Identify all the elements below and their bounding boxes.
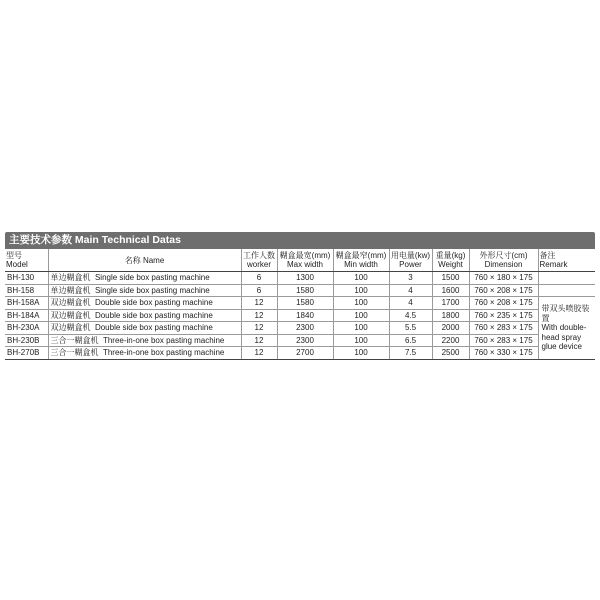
cell-power: 5.5 [389, 322, 432, 335]
cell-name: 单边糊盒机 Single side box pasting machine [48, 284, 241, 297]
cell-model: BH-158A [5, 297, 48, 310]
spec-table-panel [5, 232, 595, 360]
cell-power: 4 [389, 284, 432, 297]
cell-worker: 12 [241, 334, 277, 347]
cell-dimension: 760 × 208 × 175 [469, 284, 538, 297]
cell-min-width: 100 [333, 322, 389, 335]
cell-dimension: 760 × 283 × 175 [469, 334, 538, 347]
cell-weight: 1500 [432, 272, 469, 285]
cell-dimension: 760 × 208 × 175 [469, 297, 538, 310]
cell-dimension: 760 × 283 × 175 [469, 322, 538, 335]
cell-min-width: 100 [333, 284, 389, 297]
cell-model: BH-130 [5, 272, 48, 285]
cell-dimension: 760 × 180 × 175 [469, 272, 538, 285]
cell-model: BH-230A [5, 322, 48, 335]
cell-name: 单边糊盒机 Single side box pasting machine [48, 272, 241, 285]
cell-name: 三合一糊盒机 Three-in-one box pasting machine [48, 347, 241, 360]
cell-min-width: 100 [333, 297, 389, 310]
header-row [5, 249, 595, 272]
header-dimension: 外形尺寸(cm) Dimension [469, 249, 538, 272]
cell-max-width: 1300 [277, 272, 333, 285]
cell-weight: 2000 [432, 322, 469, 335]
cell-max-width: 2700 [277, 347, 333, 360]
cell-worker: 6 [241, 284, 277, 297]
table-row [5, 309, 595, 322]
remark-en-1: With double- [541, 323, 587, 332]
cell-model: BH-184A [5, 309, 48, 322]
cell-name: 双边糊盒机 Double side box pasting machine [48, 297, 241, 310]
header-power: 用电量(kw) Power [389, 249, 432, 272]
cell-max-width: 2300 [277, 322, 333, 335]
cell-name: 双边糊盒机 Double side box pasting machine [48, 322, 241, 335]
header-weight: 重量(kg) Weight [432, 249, 469, 272]
cell-power: 4 [389, 297, 432, 310]
cell-worker: 12 [241, 297, 277, 310]
cell-weight: 1800 [432, 309, 469, 322]
cell-power: 3 [389, 272, 432, 285]
cell-max-width: 1580 [277, 284, 333, 297]
cell-max-width: 1580 [277, 297, 333, 310]
cell-power: 6.5 [389, 334, 432, 347]
cell-worker: 12 [241, 322, 277, 335]
cell-worker: 12 [241, 347, 277, 360]
remark-en-2: head spray [541, 332, 582, 342]
cell-min-width: 100 [333, 334, 389, 347]
table-title: 主要技术参数 Main Technical Datas [5, 232, 595, 249]
header-min-width: 糊盒最窄(mm) Min width [333, 249, 389, 272]
cell-max-width: 2300 [277, 334, 333, 347]
cell-name: 双边糊盒机 Double side box pasting machine [48, 309, 241, 322]
header-worker: 工作人数 worker [241, 249, 277, 272]
cell-model: BH-270B [5, 347, 48, 360]
cell-weight: 2500 [432, 347, 469, 360]
cell-model: BH-158 [5, 284, 48, 297]
cell-power: 7.5 [389, 347, 432, 360]
cell-max-width: 1840 [277, 309, 333, 322]
table-row [5, 322, 595, 335]
table-row [5, 334, 595, 347]
cell-min-width: 100 [333, 347, 389, 360]
header-model: 型号 Model [5, 249, 48, 272]
cell-min-width: 100 [333, 272, 389, 285]
cell-weight: 2200 [432, 334, 469, 347]
cell-min-width: 100 [333, 309, 389, 322]
cell-name: 三合一糊盒机 Three-in-one box pasting machine [48, 334, 241, 347]
cell-dimension: 760 × 235 × 175 [469, 309, 538, 322]
remark-cn: 带双头喷胶装置 [541, 304, 590, 323]
cell-worker: 6 [241, 272, 277, 285]
remark-en-3: glue device [541, 342, 582, 351]
header-name: 名称 Name [48, 249, 241, 272]
cell-model: BH-230B [5, 334, 48, 347]
table-row [5, 284, 595, 297]
cell-weight: 1600 [432, 284, 469, 297]
cell-worker: 12 [241, 309, 277, 322]
header-remark: 备注 Remark [538, 249, 595, 272]
cell-remark-merged [538, 297, 595, 360]
cell-dimension: 760 × 330 × 175 [469, 347, 538, 360]
cell-weight: 1700 [432, 297, 469, 310]
spec-table [5, 249, 595, 360]
header-max-width: 糊盒最宽(mm) Max width [277, 249, 333, 272]
cell-remark [538, 272, 595, 285]
cell-remark [538, 284, 595, 297]
table-row [5, 272, 595, 285]
cell-power: 4.5 [389, 309, 432, 322]
table-row [5, 297, 595, 310]
table-row [5, 347, 595, 360]
